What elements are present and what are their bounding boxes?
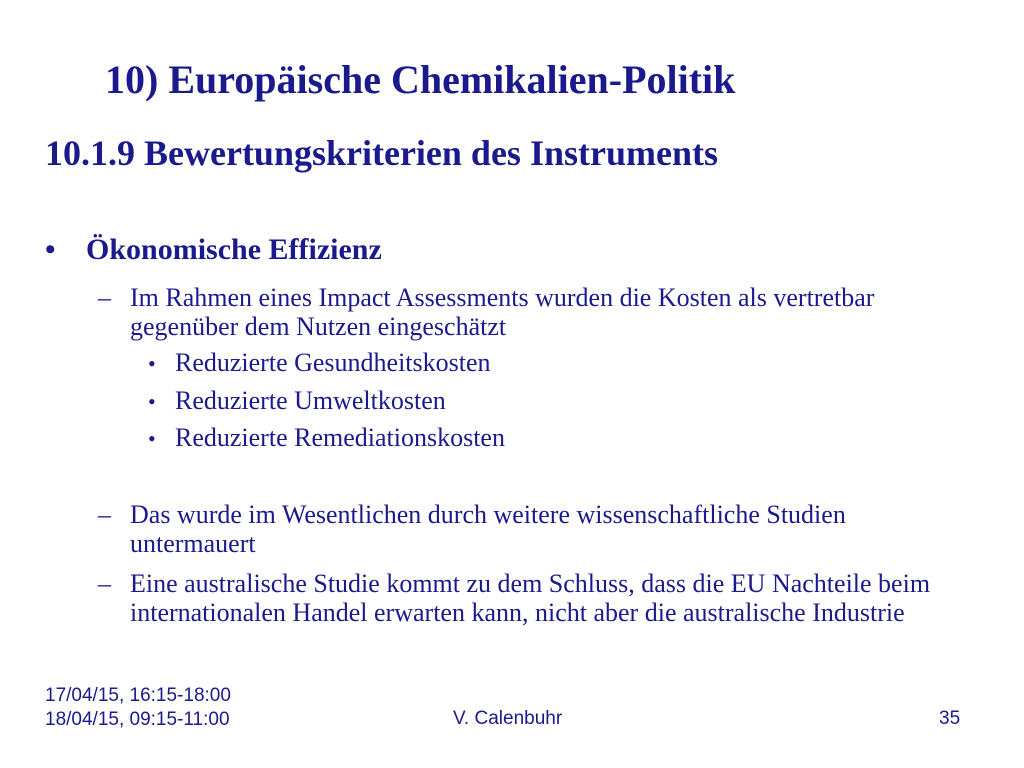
footer-author: V. Calenbuhr bbox=[453, 708, 563, 729]
main-point-heading: Ökonomische Effizienz bbox=[86, 233, 382, 266]
sub-point-text: Das wurde im Wesentlichen durch weitere wissenschaftliche Studien untermauert bbox=[130, 500, 846, 558]
sub-point-text: Eine australische Studie kommt zu dem Schluss, dass die EU Nachteile beim internationalen Handel erwarten kann, nicht aber die australische Industrie bbox=[130, 569, 931, 627]
footer-date-2: 18/04/15, 09:15-11:00 bbox=[45, 709, 230, 730]
footer-date-1: 17/04/15, 16:15-18:00 bbox=[45, 685, 231, 706]
dash-marker: – bbox=[98, 500, 111, 529]
bullet-marker: • bbox=[148, 389, 156, 414]
cost-item: Reduzierte Umweltkosten bbox=[175, 386, 446, 415]
bullet-marker: • bbox=[148, 426, 156, 451]
sub-point-text: Im Rahmen eines Impact Assessments wurden die Kosten als vertretbar gegenüber dem Nutzen eingeschätzt bbox=[130, 283, 875, 341]
bullet-marker: • bbox=[45, 233, 56, 266]
cost-item: Reduzierte Remediationskosten bbox=[175, 423, 505, 452]
cost-item: Reduzierte Gesundheitskosten bbox=[175, 348, 491, 377]
slide-title: 10) Europäische Chemikalien-Politik bbox=[105, 57, 736, 102]
dash-marker: – bbox=[98, 283, 111, 312]
bullet-marker: • bbox=[148, 351, 156, 376]
dash-marker: – bbox=[98, 569, 111, 598]
footer-dates bbox=[45, 684, 231, 732]
page-number: 35 bbox=[939, 708, 961, 729]
section-title: 10.1.9 Bewertungskriterien des Instruments bbox=[45, 133, 718, 173]
